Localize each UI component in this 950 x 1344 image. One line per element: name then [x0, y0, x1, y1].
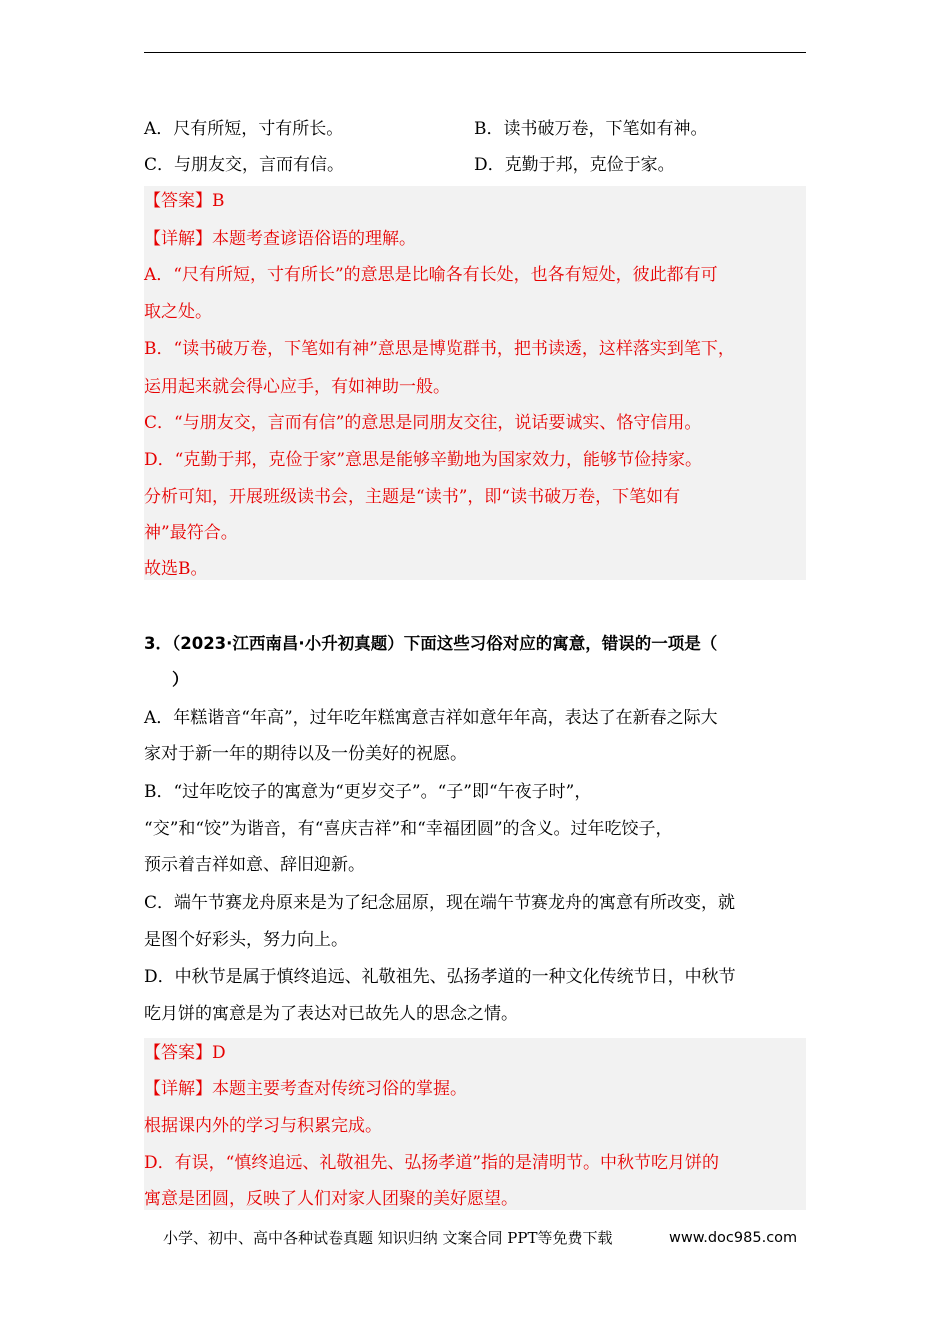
- q2-answer-line: 故选B。: [144, 559, 208, 579]
- q2-options-row-2: [144, 149, 806, 181]
- q3-answer-line: 【详解】本题主要考查对传统习俗的掌握。: [144, 1079, 467, 1099]
- footer-url: www.doc985.com: [669, 1230, 798, 1246]
- q2-options-row-1: [144, 113, 806, 145]
- q2-answer-line: C．“与朋友交，言而有信”的意思是同朋友交往，说话要诚实、恪守信用。: [144, 413, 702, 433]
- q2-answer-line: 分析可知，开展班级读书会，主题是“读书”，即“读书破万卷，下笔如有: [144, 487, 681, 507]
- q2-answer-line: 【详解】本题考查谚语俗语的理解。: [144, 229, 416, 249]
- q2-answer-line: A．“尺有所短，寸有所长”的意思是比喻各有长处，也各有短处，彼此都有可: [144, 265, 718, 285]
- q3-answer-line: 寓意是团圆，反映了人们对家人团聚的美好愿望。: [144, 1189, 518, 1209]
- q2-answer-line: 【答案】B: [144, 191, 225, 211]
- q2-answer-box: [144, 186, 806, 580]
- q3-option-line: 家对于新一年的期待以及一份美好的祝愿。: [144, 744, 467, 764]
- q2-option-c: C．与朋友交，言而有信。: [144, 155, 345, 175]
- q3-title-cont: ）: [172, 670, 189, 689]
- q3-option-line: 预示着吉祥如意、辞旧迎新。: [144, 855, 365, 875]
- q3-option-line: D．中秋节是属于慎终追远、礼敬祖先、弘扬孝道的一种文化传统节日，中秋节: [144, 967, 736, 987]
- q3-answer-line: 【答案】D: [144, 1043, 226, 1063]
- q2-answer-line: B．“读书破万卷，下笔如有神”意思是博览群书，把书读透，这样落实到笔下，: [144, 339, 735, 359]
- q2-answer-line: 神”最符合。: [144, 523, 238, 543]
- q3-option-line: 是图个好彩头，努力向上。: [144, 930, 348, 950]
- q3-answer-line: 根据课内外的学习与积累完成。: [144, 1116, 382, 1136]
- q2-answer-line: D．“克勤于邦，克俭于家”意思是能够辛勤地为国家效力，能够节俭持家。: [144, 450, 703, 470]
- q2-answer-line: 运用起来就会得心应手，有如神助一般。: [144, 377, 450, 397]
- q2-option-b: B．读书破万卷，下笔如有神。: [474, 119, 708, 139]
- header-rule: [144, 52, 806, 53]
- q3-answer-box: [144, 1038, 806, 1210]
- q3-option-line: “交”和“饺”为谐音，有“喜庆吉祥”和“幸福团圆”的含义。过年吃饺子，: [144, 819, 673, 839]
- q2-option-d: D．克勤于邦，克俭于家。: [474, 155, 675, 175]
- footer-text: 小学、初中、高中各种试卷真题 知识归纳 文案合同 PPT等免费下载: [163, 1229, 613, 1247]
- q2-option-a: A．尺有所短，寸有所长。: [144, 119, 344, 139]
- page-footer: [163, 1224, 803, 1252]
- q2-answer-line: 取之处。: [144, 302, 212, 322]
- q3-option-line: A．年糕谐音“年高”，过年吃年糕寓意吉祥如意年年高，表达了在新春之际大: [144, 708, 718, 728]
- q3-option-line: C．端午节赛龙舟原来是为了纪念屈原，现在端午节赛龙舟的寓意有所改变，就: [144, 893, 736, 913]
- q3-option-line: 吃月饼的寓意是为了表达对已故先人的思念之情。: [144, 1004, 518, 1024]
- q3-answer-line: D．有误，“慎终追远、礼敬祖先、弘扬孝道”指的是清明节。中秋节吃月饼的: [144, 1153, 720, 1173]
- q3-title: 3．（2023·江西南昌·小升初真题）下面这些习俗对应的寓意，错误的一项是（: [144, 634, 718, 653]
- q3-option-line: B．“过年吃饺子的寓意为“更岁交子”。“子”即“午夜子时”，: [144, 782, 592, 802]
